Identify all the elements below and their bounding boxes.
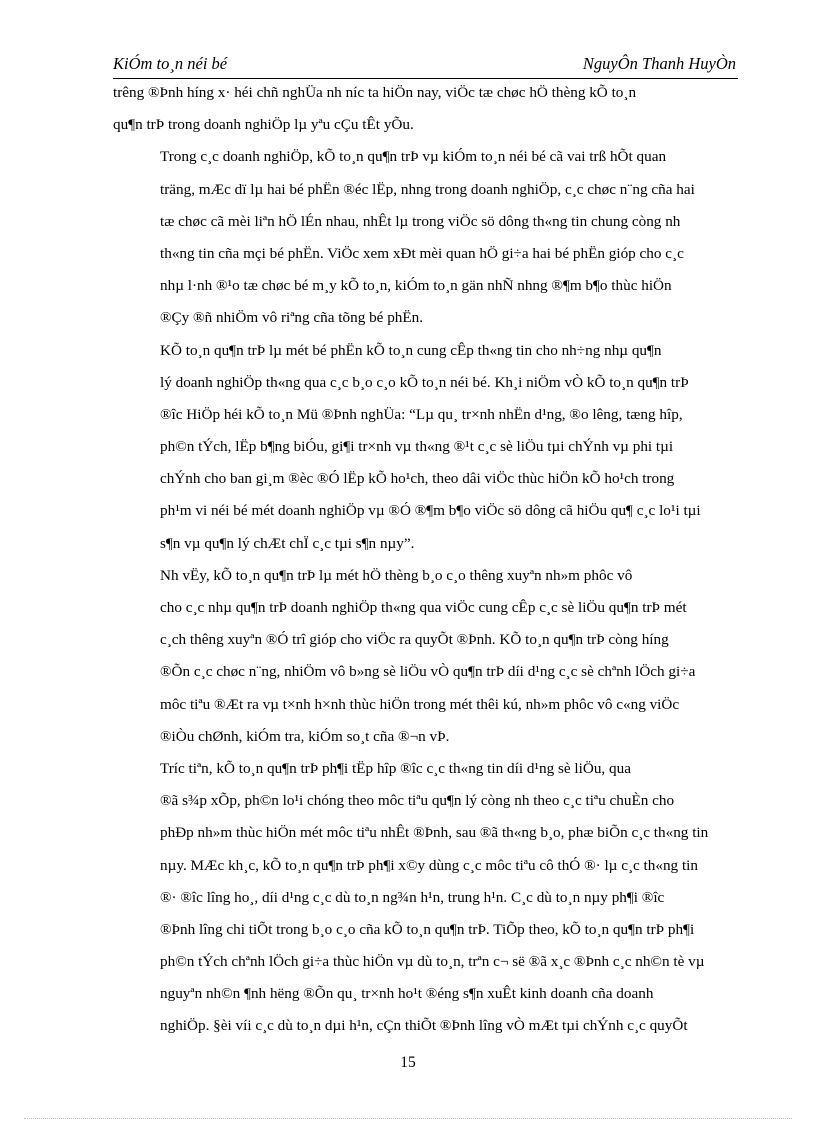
header-author-name: NguyÔn Thanh HuyÒn — [582, 54, 736, 73]
paragraph-4 — [113, 560, 741, 753]
text-line: KÕ to¸n qu¶n trÞ lµ mét bé phËn kÕ to¸n cung cÊp th«ng tin cho nh÷ng nhµ qu¶n — [160, 341, 662, 359]
text-line: môc tiªu ®Æt ra vµ t×nh h×nh thùc hiÖn trong mét thêi kú, nh»m phôc vô c«ng viÖc — [160, 695, 680, 713]
text-line: tæ chøc cã mèi liªn hÖ lÉn nhau, nhÊt lµ trong viÖc sö dông th«ng tin chung còng nh — [160, 212, 681, 230]
text-line: c¸ch thêng xuyªn ®Ó trî gióp cho viÖc ra quyÕt ®Þnh. KÕ to¸n qu¶n trÞ còng híng — [160, 631, 669, 649]
text-line: th«ng tin cña mçi bé phËn. ViÖc xem xÐt mèi quan hÖ gi÷a hai bé phËn gióp cho c¸c — [160, 244, 684, 262]
text-line: ®ã s¾p xÕp, ph©n lo¹i chóng theo môc tiªu qu¶n lý còng nh theo c¸c tiªu chuÈn cho — [160, 792, 675, 810]
page-header — [113, 52, 738, 79]
text-line: ph©n tÝch, lËp b¶ng biÓu, gi¶i tr×nh vµ th«ng ®¹t c¸c sè liÖu tµi chÝnh vµ phi tµi — [160, 438, 674, 456]
text-line: nhµ l·nh ®¹o tæ chøc bé m¸y kÕ to¸n, kiÓm to¸n gän nhÑ nhng ®¶m b¶o thùc hiÖn — [160, 277, 672, 295]
header-document-title: KiÓm to¸n néi bé — [113, 54, 228, 73]
text-line: nµy. MÆc kh¸c, kÕ to¸n qu¶n trÞ ph¶i x©y dùng c¸c môc tiªu cô thÓ ®· lµ c¸c th«ng tin — [160, 856, 698, 874]
text-line: Trong c¸c doanh nghiÖp, kÕ to¸n qu¶n trÞ vµ kiÓm to¸n néi bé cã vai trß hÕt quan — [160, 148, 667, 166]
body-text — [113, 77, 741, 1043]
text-line: ®Þnh lîng chi tiÕt trong b¸o c¸o cña kÕ to¸n qu¶n trÞ. TiÕp theo, kÕ to¸n qu¶n trÞ ph¶i — [160, 920, 695, 938]
text-line: chÝnh cho ban gi¸m ®èc ®Ó lËp kÕ ho¹ch, theo dâi viÖc thùc hiÖn kÕ ho¹ch trong — [160, 470, 675, 488]
text-line: phÐp nh»m thùc hiÖn mét môc tiªu nhÊt ®Þnh, sau ®ã th«ng b¸o, phæ biÕn c¸c th«ng tin — [160, 824, 709, 842]
text-line: cho c¸c nhµ qu¶n trÞ doanh nghiÖp th«ng qua viÖc cung cÊp c¸c sè liÖu qu¶n trÞ mét — [160, 599, 687, 616]
text-line: qu¶n trÞ trong doanh nghiÖp lµ yªu cÇu tÊt yÕu. — [113, 116, 414, 134]
text-line: lý doanh nghiÖp th«ng qua c¸c b¸o c¸o kÕ to¸n néi bé. Kh¸i niÖm vÒ kÕ to¸n qu¶n trÞ — [160, 373, 689, 391]
text-line: ®îc HiÖp héi kÕ to¸n Mü ®Þnh nghÜa: “Lµ qu¸ tr×nh nhËn d¹ng, ®o lêng, tæng hîp, — [160, 405, 683, 423]
paragraph-5 — [113, 753, 741, 1043]
text-line: Tríc tiªn, kÕ to¸n qu¶n trÞ ph¶i tËp hîp ®îc c¸c th«ng tin díi d¹ng sè liÖu, qua — [160, 759, 631, 777]
text-line: trêng ®Þnh híng x· héi chñ nghÜa nh níc ta hiÖn nay, viÖc tæ chøc hÖ thèng kÕ to¸n — [113, 84, 637, 101]
text-line: nguyªn nh©n ¶nh hëng ®Õn qu¸ tr×nh ho¹t ®éng s¶n xuÊt kinh doanh cña doanh — [160, 985, 654, 1003]
text-line: ®· ®îc lîng ho¸, díi d¹ng c¸c dù to¸n ng¾n h¹n, trung h¹n. C¸c dù to¸n nµy ph¶i ®îc — [160, 888, 665, 906]
paragraph-3 — [113, 335, 741, 560]
text-line: nghiÖp. §èi víi c¸c dù to¸n dµi h¹n, cÇn thiÕt ®Þnh lîng vÒ mÆt tµi chÝnh c¸c quyÕt — [160, 1017, 688, 1035]
paragraph-2 — [113, 141, 741, 334]
page-number: 15 — [400, 1054, 416, 1071]
text-line: ®Õn c¸c chøc n¨ng, nhiÖm vô b»ng sè liÖu vÒ qu¶n trÞ díi d¹ng c¸c sè chªnh lÖch gi÷a — [160, 663, 696, 681]
page-bottom-divider — [24, 1118, 792, 1119]
text-line: ®Çy ®ñ nhiÖm vô riªng cña tõng bé phËn. — [160, 309, 424, 327]
text-line: träng, mÆc dï lµ hai bé phËn ®éc lËp, nhng trong doanh nghiÖp, c¸c chøc n¨ng cña hai — [160, 180, 695, 198]
text-line: s¶n vµ qu¶n lý chÆt chÏ c¸c tµi s¶n nµy”. — [160, 534, 415, 552]
text-line: ®iÒu chØnh, kiÓm tra, kiÓm so¸t cña ®¬n vÞ. — [160, 727, 450, 745]
text-line: ph¹m vi néi bé mét doanh nghiÖp vµ ®Ó ®¶m b¶o viÖc sö dông cã hiÖu qu¶ c¸c lo¹i tµi — [160, 502, 701, 520]
text-line: Nh vËy, kÕ to¸n qu¶n trÞ lµ mét hÖ thèng b¸o c¸o thêng xuyªn nh»m phôc vô — [160, 566, 633, 584]
paragraph-1 — [113, 77, 741, 141]
text-line: ph©n tÝch chªnh lÖch gi÷a thùc hiÖn vµ dù to¸n, trªn c¬ së ®ã x¸c ®Þnh c¸c nh©n tè vµ — [160, 953, 705, 971]
